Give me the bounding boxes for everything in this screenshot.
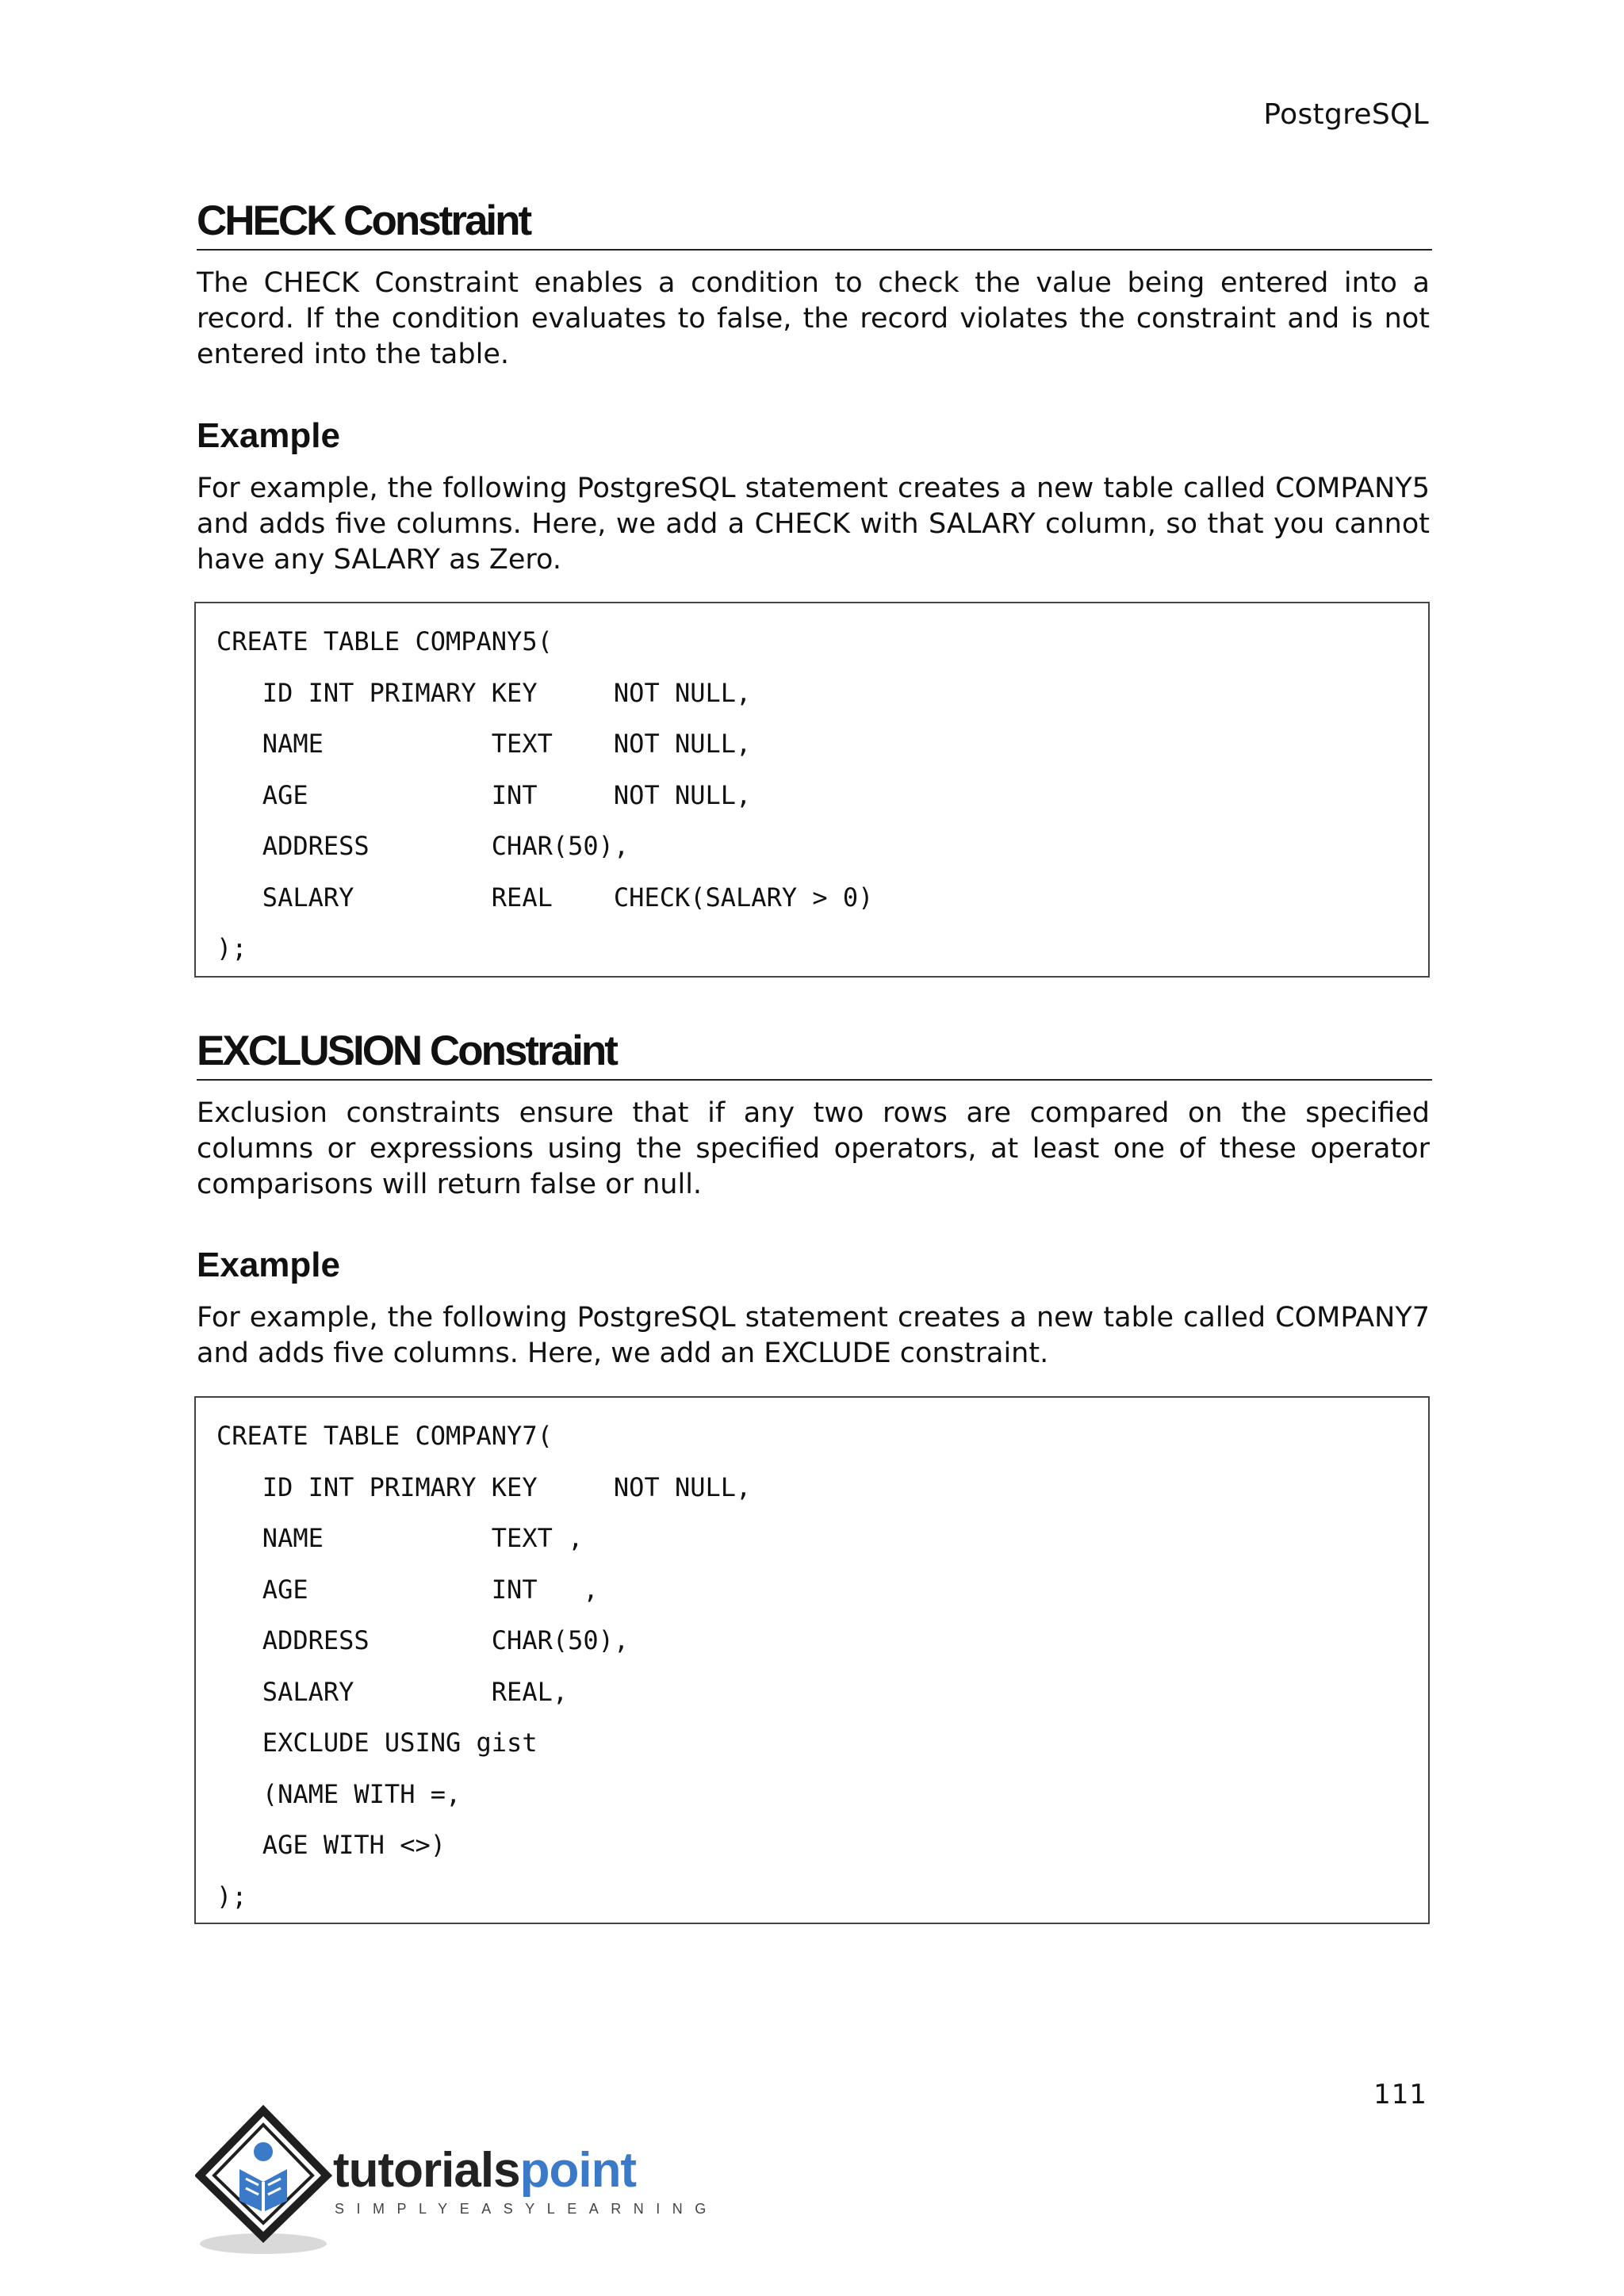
exclusion-example-text: For example, the following PostgreSQL statement creates a new table called COMPANY7 and adds five columns. Here, we add an EXCLUDE constraint. bbox=[197, 1302, 1430, 1369]
code-line: NAME TEXT NOT NULL, bbox=[216, 729, 752, 759]
tutorialspoint-logo bbox=[195, 2103, 718, 2261]
code-line: SALARY REAL CHECK(SALARY > 0) bbox=[216, 882, 874, 913]
check-code-block bbox=[194, 602, 1430, 978]
check-constraint-description: The CHECK Constraint enables a condition to check the value being entered into a record. If the condition evaluates to false, the record violates the constraint and is not entered into the table. bbox=[197, 267, 1430, 370]
code-line: ); bbox=[216, 933, 247, 963]
code-line: AGE INT NOT NULL, bbox=[216, 779, 752, 810]
code-line: ADDRESS CHAR(50), bbox=[216, 831, 630, 861]
code-line: (NAME WITH =, bbox=[216, 1778, 462, 1809]
check-example-heading: Example bbox=[197, 416, 340, 455]
exclusion-constraint-heading: EXCLUSION Constraint bbox=[197, 1027, 1432, 1081]
code-line: ID INT PRIMARY KEY NOT NULL, bbox=[216, 677, 752, 708]
logo-diamond-icon bbox=[195, 2103, 338, 2261]
code-line: AGE INT , bbox=[216, 1574, 599, 1605]
check-example-text: For example, the following PostgreSQL statement creates a new table called COMPANY5 and adds five columns. Here, we add a CHECK with SALARY column, so that you cannot have any SALARY as Zero. bbox=[197, 473, 1430, 576]
running-header: PostgreSQL bbox=[1263, 98, 1429, 131]
code-line: CREATE TABLE COMPANY5( bbox=[216, 626, 553, 656]
code-line: ID INT PRIMARY KEY NOT NULL, bbox=[216, 1471, 752, 1502]
logo-wordmark-dark: tutorials bbox=[333, 2143, 520, 2198]
exclusion-constraint-description: Exclusion constraints ensure that if any two rows are compared on the specified columns or expressions using the specified operators, at least one of these operator comparisons will return false or null. bbox=[197, 1097, 1430, 1200]
code-line: CREATE TABLE COMPANY7( bbox=[216, 1421, 553, 1451]
page-number: 111 bbox=[1373, 2079, 1427, 2110]
exclusion-code-block bbox=[194, 1396, 1430, 1924]
code-line: EXCLUDE USING gist bbox=[216, 1728, 538, 1758]
check-constraint-heading: CHECK Constraint bbox=[197, 197, 1432, 251]
logo-wordmark-blue: point bbox=[519, 2143, 637, 2198]
code-line: AGE WITH <>) bbox=[216, 1830, 446, 1860]
code-line: ); bbox=[216, 1881, 247, 1911]
exclusion-example-heading: Example bbox=[197, 1246, 340, 1284]
code-line: NAME TEXT , bbox=[216, 1523, 584, 1553]
code-line: ADDRESS CHAR(50), bbox=[216, 1625, 630, 1655]
logo-wordmark bbox=[333, 2142, 636, 2198]
code-line: SALARY REAL, bbox=[216, 1676, 569, 1707]
logo-tagline: SIMPLYEASYLEARNING bbox=[335, 2201, 718, 2217]
